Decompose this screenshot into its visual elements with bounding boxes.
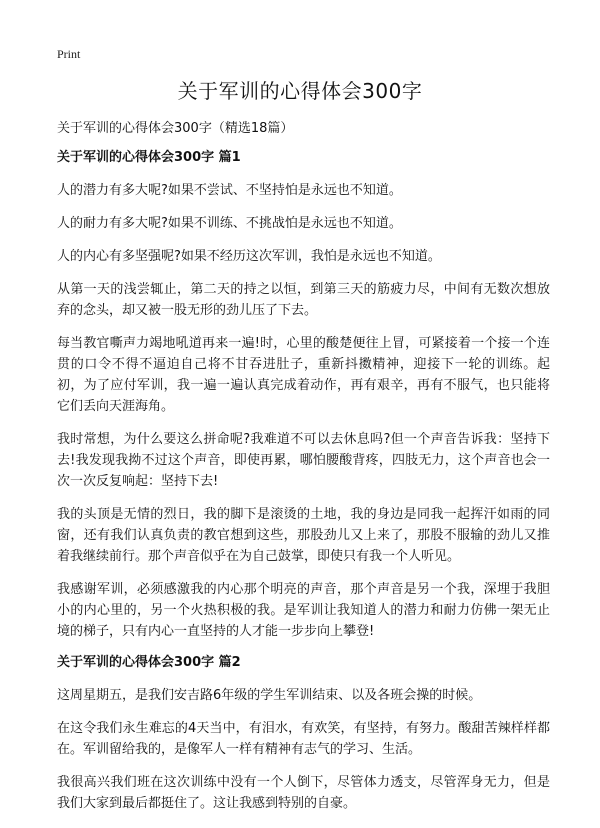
paragraph: 我时常想，为什么要这么拼命呢?我难道不可以去休息吗?但一个声音告诉我：坚持下去!我发现我拗不过这个声音，即使再累，哪怕腰酸背疼，四肢无力，这个声音也会一次一次反复响起：坚持下去! bbox=[57, 432, 550, 489]
paragraph: 这周星期五，是我们安吉路6年级的学生军训结束、以及各班会操的时候。 bbox=[57, 688, 482, 703]
paragraph: 人的潜力有多大呢?如果不尝试、不坚持怕是永远也不知道。 bbox=[57, 183, 402, 198]
paragraph: 每当教官嘶声力竭地吼道再来一遍!时，心里的酸楚便往上冒，可紧接着一个接一个连贯的口令不得不逼迫自己将不甘吞进肚子，重新抖擞精神，迎接下一轮的训练。起初，为了应付军训，我一遍一遍认真完成着动作，再有艰辛，再有不服气，也只能将它们丢向天涯海角。 bbox=[57, 336, 550, 414]
document-subtitle: 关于军训的心得体会300字（精选18篇） bbox=[57, 121, 294, 136]
paragraph: 人的内心有多坚强呢?如果不经历这次军训，我怕是永远也不知道。 bbox=[57, 249, 441, 264]
paragraph: 我很高兴我们班在这次训练中没有一个人倒下，尽管体力透支，尽管浑身无力，但是我们大家到最后都挺住了。这让我感到特别的自豪。 bbox=[57, 775, 550, 811]
paragraph: 从第一天的浅尝辄止，第二天的持之以恒，到第三天的筋疲力尽，中间有无数次想放弃的念头，却又被一股无形的劲儿压了下去。 bbox=[57, 282, 550, 318]
section-heading: 关于军训的心得体会300字 篇2 bbox=[57, 655, 241, 670]
print-link[interactable]: Print bbox=[57, 47, 81, 61]
article-section-2 bbox=[57, 654, 550, 814]
paragraph: 我感谢军训，必须感激我的内心那个明亮的声音，那个声音是另一个我，深埋于我胆小的内心里的，另一个火热积极的我。是军训让我知道人的潜力和耐力仿佛一架无止境的梯子，只有内心一直坚持的人才能一步步向上攀登! bbox=[57, 582, 550, 639]
paragraph: 在这令我们永生难忘的4天当中，有泪水，有欢笑，有坚持，有努力。酸甜苦辣样样都在。军训留给我的，是像军人一样有精神有志气的学习、生活。 bbox=[57, 721, 550, 757]
paragraph: 人的耐力有多大呢?如果不训练、不挑战怕是永远也不知道。 bbox=[57, 216, 402, 231]
document-title: 关于军训的心得体会300字 bbox=[177, 79, 423, 103]
article-section-1 bbox=[57, 149, 550, 642]
section-heading: 关于军训的心得体会300字 篇1 bbox=[57, 150, 241, 165]
document-body bbox=[57, 149, 550, 826]
paragraph: 我的头顶是无情的烈日，我的脚下是滚烫的土地，我的身边是同我一起挥汗如雨的同窗，还有我们认真负责的教官想到这些，那股劲儿又上来了，那股不服输的劲儿又推着我继续前行。那个声音似乎在为自己鼓掌，即使只有我一个人听见。 bbox=[57, 507, 550, 564]
